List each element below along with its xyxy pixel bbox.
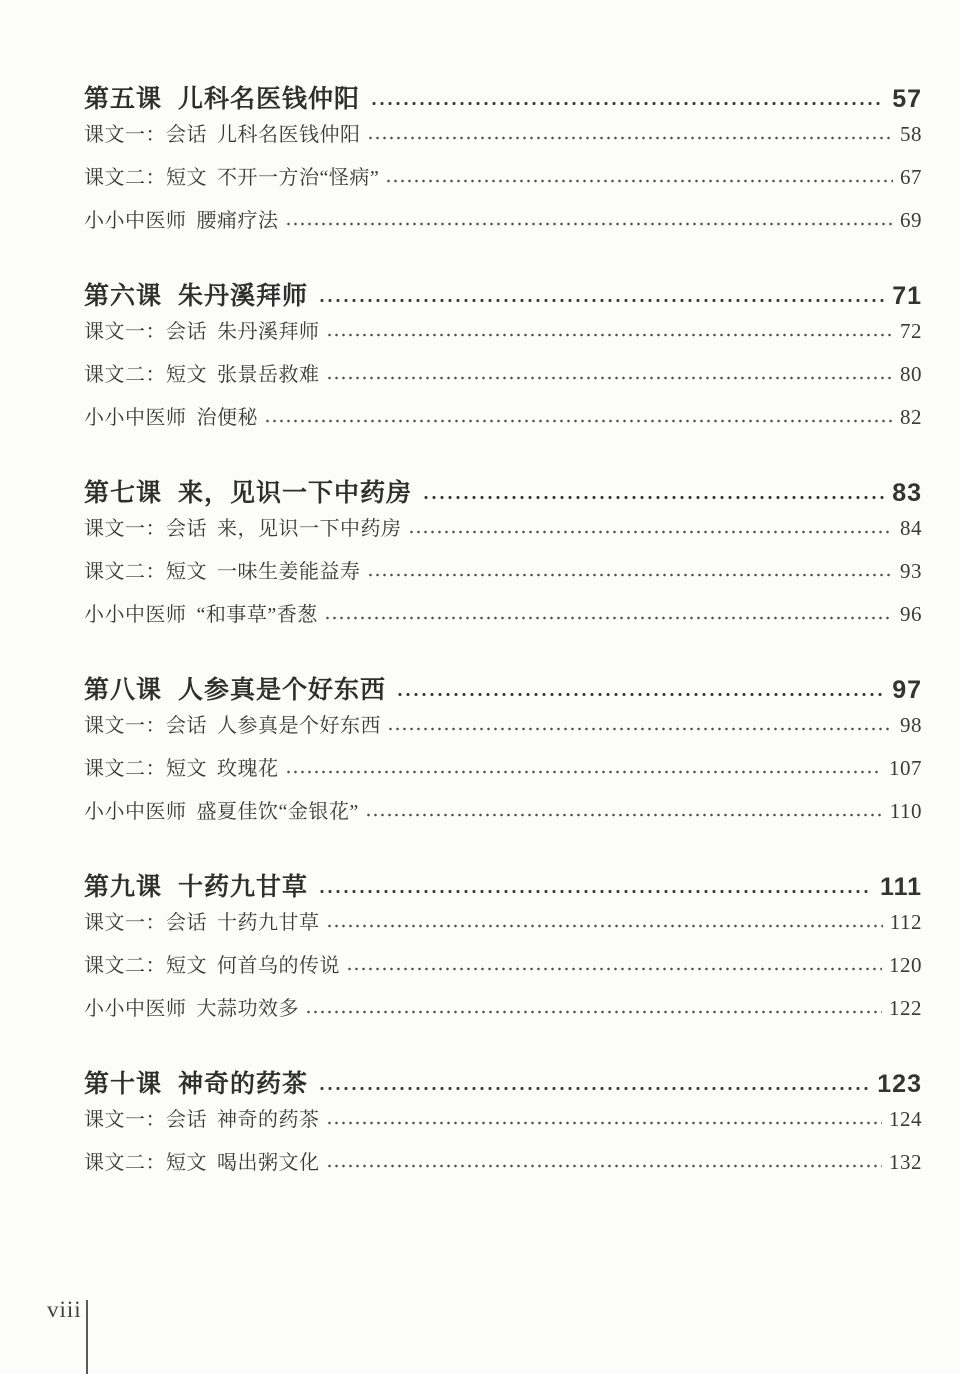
- dot-leader: [422, 494, 884, 501]
- toc-entry: [84, 909, 922, 936]
- lesson-heading: [84, 84, 922, 114]
- lesson-heading: [84, 675, 922, 705]
- dot-leader: [326, 375, 894, 381]
- lesson-title: 儿科名医钱仲阳: [178, 85, 361, 113]
- dot-leader: [387, 726, 893, 732]
- page-number: 71: [892, 282, 922, 310]
- page-number: 72: [900, 319, 922, 343]
- entry-label: 课文一：会话: [84, 321, 207, 343]
- entry-title: 人参真是个好东西: [217, 715, 381, 737]
- dot-leader: [385, 178, 893, 184]
- entry-label: 小小中医师: [84, 801, 187, 823]
- lesson-heading: [84, 1069, 922, 1099]
- page-number: 83: [892, 479, 922, 507]
- toc-section-lesson-6: [84, 281, 922, 431]
- toc-entry: [84, 601, 922, 628]
- entry-label: 小小中医师: [84, 998, 187, 1020]
- page-number: 97: [892, 676, 922, 704]
- lesson-title: 神奇的药茶: [178, 1070, 309, 1098]
- entry-title: 一味生姜能益寿: [217, 561, 361, 583]
- toc-section-lesson-10: [84, 1069, 922, 1176]
- page-number: 124: [889, 1107, 922, 1131]
- page-number: 80: [900, 362, 922, 386]
- entry-title: 何首乌的传说: [217, 955, 340, 977]
- entry-label: 课文二：短文: [84, 955, 207, 977]
- dot-leader: [326, 1120, 883, 1126]
- toc-entry: [84, 798, 922, 825]
- toc-entry: [84, 995, 922, 1022]
- entry-title: 神奇的药茶: [217, 1109, 320, 1131]
- dot-leader: [326, 1163, 883, 1169]
- entry-label: 课文一：会话: [84, 124, 207, 146]
- dot-leader: [408, 529, 894, 535]
- toc-section-lesson-8: [84, 675, 922, 825]
- entry-label: 课文一：会话: [84, 1109, 207, 1131]
- entry-label: 小小中医师: [84, 604, 187, 626]
- page-number: 122: [889, 996, 922, 1020]
- entry-label: 课文二：短文: [84, 561, 207, 583]
- dot-leader: [285, 221, 894, 227]
- toc-entry: [84, 1149, 922, 1176]
- dot-leader: [367, 135, 894, 141]
- toc-entry: [84, 404, 922, 431]
- lesson-number: 第九课: [84, 873, 163, 901]
- toc-entry: [84, 712, 922, 739]
- dot-leader: [285, 769, 883, 775]
- page-number: 98: [900, 713, 922, 737]
- dot-leader: [370, 100, 884, 107]
- dot-leader: [396, 691, 884, 698]
- page-number: 93: [900, 559, 922, 583]
- entry-title: 治便秘: [196, 407, 258, 429]
- folio-page-number: viii: [47, 1297, 82, 1322]
- lesson-heading: [84, 872, 922, 902]
- entry-title: 不开一方治“怪病”: [217, 167, 380, 189]
- entry-title: 儿科名医钱仲阳: [217, 124, 361, 146]
- dot-leader: [326, 332, 894, 338]
- page-number: 107: [889, 756, 922, 780]
- dot-leader: [318, 1085, 869, 1092]
- entry-label: 课文二：短文: [84, 1152, 207, 1174]
- page-number: 110: [889, 799, 922, 823]
- dot-leader: [367, 572, 894, 578]
- entry-label: 课文二：短文: [84, 758, 207, 780]
- lesson-number: 第七课: [84, 479, 163, 507]
- lesson-heading: [84, 281, 922, 311]
- dot-leader: [305, 1009, 882, 1015]
- page-number: 112: [889, 910, 922, 934]
- toc-section-lesson-5: [84, 84, 922, 234]
- page-number: 69: [900, 208, 922, 232]
- entry-label: 课文一：会话: [84, 715, 207, 737]
- page-number: 84: [900, 516, 922, 540]
- page-number: 57: [892, 85, 922, 113]
- toc-entry: [84, 755, 922, 782]
- page-number: 132: [889, 1150, 922, 1174]
- entry-label: 小小中医师: [84, 210, 187, 232]
- lesson-number: 第五课: [84, 85, 163, 113]
- entry-title: “和事草”香葱: [196, 604, 318, 626]
- folio-divider-rule: [86, 1300, 88, 1374]
- toc-entry: [84, 121, 922, 148]
- dot-leader: [346, 966, 882, 972]
- page-number: 111: [880, 873, 922, 901]
- dot-leader: [264, 418, 893, 424]
- lesson-title: 朱丹溪拜师: [178, 282, 309, 310]
- entry-title: 张景岳救难: [217, 364, 320, 386]
- toc-entry: [84, 1106, 922, 1133]
- lesson-number: 第八课: [84, 676, 163, 704]
- entry-label: 课文二：短文: [84, 167, 207, 189]
- toc-entry: [84, 952, 922, 979]
- lesson-title: 来，见识一下中药房: [178, 479, 413, 507]
- toc-content: [84, 84, 922, 1176]
- lesson-title: 十药九甘草: [178, 873, 309, 901]
- entry-label: 小小中医师: [84, 407, 187, 429]
- toc-entry: [84, 515, 922, 542]
- lesson-heading: [84, 478, 922, 508]
- dot-leader: [324, 615, 893, 621]
- toc-entry: [84, 318, 922, 345]
- dot-leader: [365, 812, 883, 818]
- entry-title: 玫瑰花: [217, 758, 279, 780]
- page-number: 67: [900, 165, 922, 189]
- entry-title: 喝出粥文化: [217, 1152, 320, 1174]
- page-number: 58: [900, 122, 922, 146]
- entry-title: 大蒜功效多: [196, 998, 299, 1020]
- page-number: 82: [900, 405, 922, 429]
- entry-title: 朱丹溪拜师: [217, 321, 320, 343]
- toc-section-lesson-7: [84, 478, 922, 628]
- entry-title: 盛夏佳饮“金银花”: [196, 801, 359, 823]
- entry-title: 十药九甘草: [217, 912, 320, 934]
- entry-title: 腰痛疗法: [196, 210, 279, 232]
- dot-leader: [318, 297, 884, 304]
- entry-title: 来，见识一下中药房: [217, 518, 402, 540]
- lesson-title: 人参真是个好东西: [178, 676, 387, 704]
- toc-section-lesson-9: [84, 872, 922, 1022]
- lesson-number: 第十课: [84, 1070, 163, 1098]
- page-number: 120: [889, 953, 922, 977]
- toc-entry: [84, 361, 922, 388]
- lesson-number: 第六课: [84, 282, 163, 310]
- entry-label: 课文二：短文: [84, 364, 207, 386]
- page-number: 96: [900, 602, 922, 626]
- toc-entry: [84, 164, 922, 191]
- toc-entry: [84, 207, 922, 234]
- entry-label: 课文一：会话: [84, 912, 207, 934]
- dot-leader: [326, 923, 883, 929]
- entry-label: 课文一：会话: [84, 518, 207, 540]
- toc-entry: [84, 558, 922, 585]
- dot-leader: [318, 888, 872, 895]
- page-number: 123: [877, 1070, 922, 1098]
